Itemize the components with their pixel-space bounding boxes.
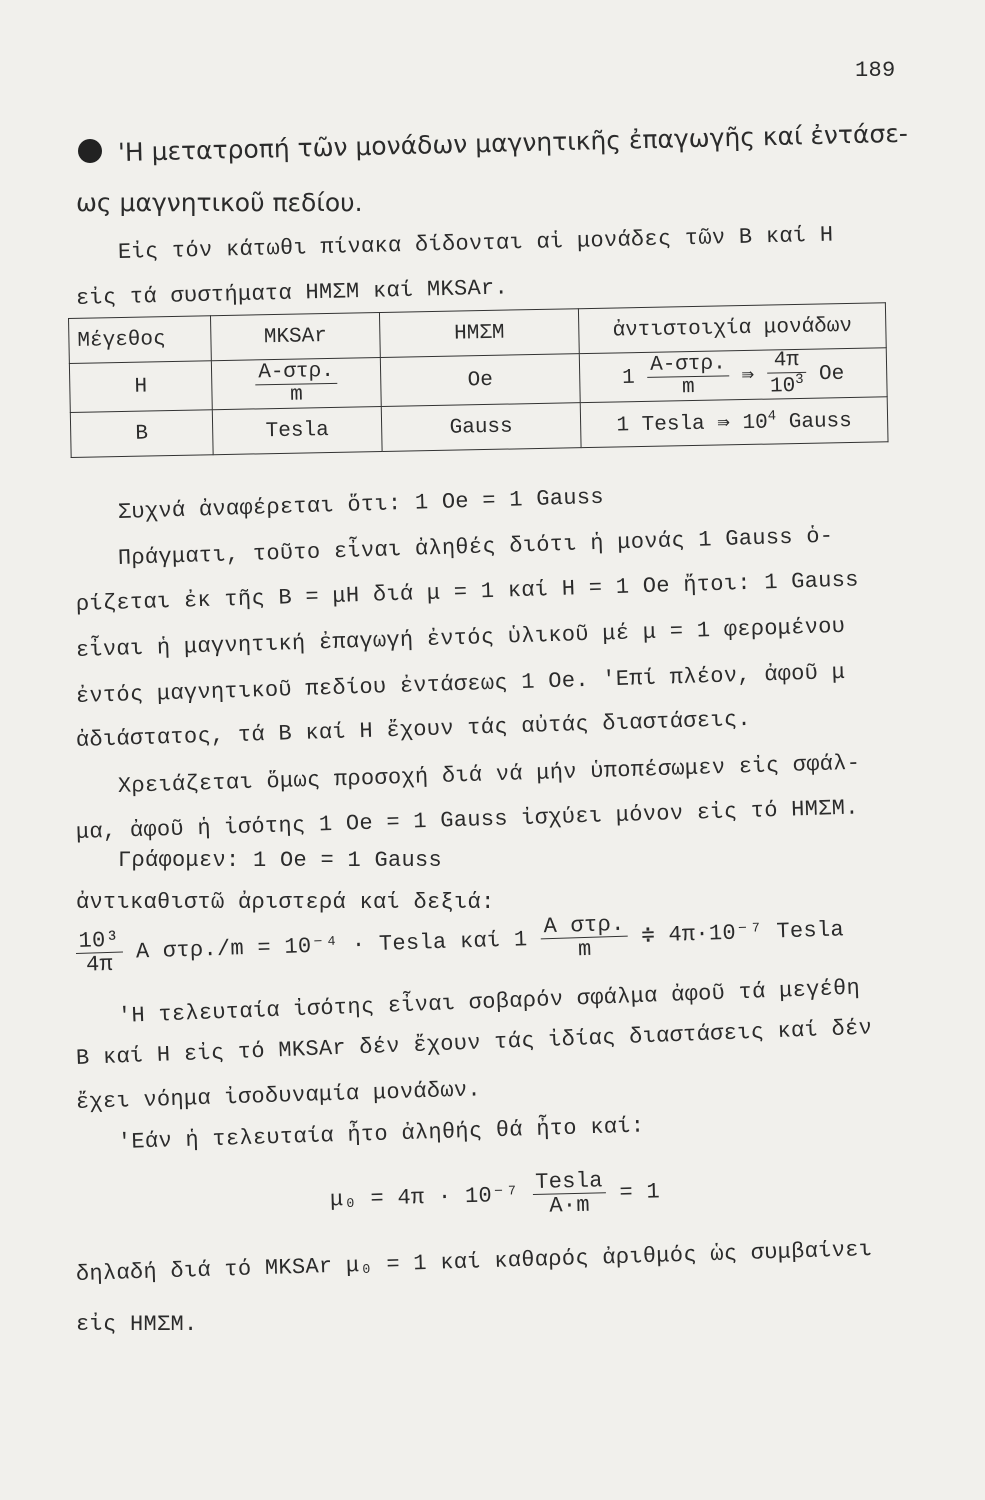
row-h-mksa: [211, 358, 381, 410]
row-h-result-den-exp: 3: [795, 371, 804, 389]
row-h-result-den-base: 10: [769, 375, 796, 399]
para4: Γράφομεν: 1 Oe = 1 Gauss: [118, 848, 443, 873]
para3-line2: μα, ἀφοῦ ἡ ἰσότης 1 Oe = 1 Gauss ἰσχύει μόνον εἰς τό ΗΜΣΜ.: [75, 795, 860, 845]
para2-line3: εἶναι ἡ μαγνητική ἐπαγωγή ἐντός ὑλικοῦ μέ μ = 1 φερομένου: [75, 613, 846, 663]
para2-line2: ρίζεται ἐκ τῆς Β = μΗ διά μ = 1 καί Η = 1 Oe ἤτοι: 1 Gauss: [75, 567, 860, 617]
eq1-rel: ≑: [641, 923, 656, 949]
intro-line2: εἰς τά συστήματα ΗΜΣΜ καί MKSAr.: [75, 275, 509, 311]
row-h-corr-prefix: 1: [621, 366, 635, 390]
equation2: [329, 1168, 660, 1223]
eq1-den: 4π: [85, 951, 114, 978]
eq2-den: Α·m: [549, 1192, 591, 1219]
para2-line1: Πράγματι, τοῦτο εἶναι ἀληθές διότι ἡ μονάς 1 Gauss ὁ-: [117, 523, 834, 571]
row-h-corr-fraction: [647, 353, 729, 400]
para6-line3: ἔχει νόημα ἰσοδυναμία μονάδων.: [75, 1077, 482, 1115]
row-h-mksa-fraction: [255, 360, 337, 407]
row-b-corr-base: 10: [742, 411, 769, 436]
row-b-corr-exp: 4: [767, 408, 777, 425]
para8-line1: δηλαδή διά τό MKSAr μ₀ = 1 καί καθαρός ἀριθμός ὡς συμβαίνει: [75, 1236, 873, 1287]
section-heading-line2: ως μαγνητικοῦ πεδίου.: [76, 188, 363, 217]
eq1-num: 10³: [75, 929, 122, 955]
row-h-result-den: [767, 373, 807, 399]
row-b-correspondence: [580, 397, 888, 448]
intro-line1: Εἰς τόν κάτωθι πίνακα δίδονται αἱ μονάδες τῶν Β καί Η: [117, 222, 834, 265]
row-h-corr-den: m: [681, 375, 695, 399]
para7: 'Εάν ἡ τελευταία ἦτο ἀληθής θά ἦτο καί:: [117, 1113, 645, 1155]
units-table: [68, 302, 889, 458]
page-number: 189: [855, 58, 896, 83]
eq1-mid: Α στρ./m = 10⁻⁴ · Tesla καί 1: [135, 927, 528, 965]
row-b-corr-left: 1 Tesla: [616, 412, 705, 438]
row-h-result-fraction: [766, 350, 807, 399]
row-h-hmsm: Oe: [380, 354, 580, 407]
row-b-quantity: Β: [70, 410, 213, 458]
para5: ἀντικαθιστῶ ἀριστερά καί δεξιά:: [76, 890, 495, 915]
eq2-rhs: = 1: [619, 1179, 661, 1206]
para2-line5: ἀδιάστατος, τά Β καί Η ἔχουν τάς αὐτάς διαστάσεις.: [75, 706, 752, 753]
row-h-correspondence: [579, 348, 887, 403]
para3-line1: Χρειάζεται ὅμως προσοχή διά νά μήν ὑποπέσωμεν εἰς σφάλ-: [117, 750, 861, 799]
para2-line4: ἐντός μαγνητικοῦ πεδίου ἐντάσεως 1 Oe. 'Επί πλέον, ἀφοῦ μ: [75, 659, 846, 709]
row-h-mksa-num: Α-στρ.: [255, 360, 337, 385]
eq1-rhs: 4π·10⁻⁷ Tesla: [668, 917, 845, 948]
row-h-quantity: Η: [69, 361, 212, 413]
eq2-fraction: [532, 1169, 607, 1218]
row-h-corr-unit: Oe: [818, 362, 845, 387]
row-h-corr-num: Α-στρ.: [647, 353, 729, 378]
implies-arrow-icon: ⇛: [717, 412, 731, 436]
header-quantity: Μέγεθος: [69, 316, 212, 364]
para8-line2: εἰς ΗΜΣΜ.: [76, 1312, 198, 1337]
header-mksa: MKSAr: [210, 313, 380, 361]
eq1-fraction2: [540, 913, 628, 963]
bullet-dot-icon: [78, 139, 102, 163]
para6-line1: 'Η τελευταία ἰσότης εἶναι σοβαρόν σφάλμα ἀφοῦ τά μεγέθη: [117, 975, 861, 1029]
row-h-result-num: 4π: [766, 350, 806, 374]
eq1-frac2-num: Α στρ.: [540, 913, 628, 940]
eq2-num: Tesla: [532, 1169, 606, 1195]
row-b-corr-unit: Gauss: [788, 410, 853, 435]
eq1-frac2-den: m: [577, 936, 592, 963]
header-correspondence: ἀντιστοιχία μονάδων: [578, 303, 886, 354]
row-h-mksa-den: m: [289, 383, 304, 407]
section-heading-line1: 'Η μετατροπή τῶν μονάδων μαγνητικῆς ἐπαγωγῆς καί ἐντάσε-: [117, 118, 909, 167]
eq2-lhs: μ₀ = 4π · 10⁻⁷: [329, 1182, 520, 1213]
implies-arrow-icon: ⇛: [741, 364, 755, 388]
para6-line2: Β καί Η εἰς τό MKSAr δέν ἔχουν τάς ἰδίας διαστάσεις καί δέν: [75, 1015, 873, 1071]
eq1-fraction: [75, 929, 123, 978]
row-b-mksa: Tesla: [212, 407, 382, 455]
para1: Συχνά ἀναφέρεται ὅτι: 1 Oe = 1 Gauss: [117, 484, 605, 525]
header-hmsm: ΗΜΣΜ: [379, 309, 579, 358]
row-b-hmsm: Gauss: [381, 403, 581, 452]
equation1: [75, 906, 844, 977]
